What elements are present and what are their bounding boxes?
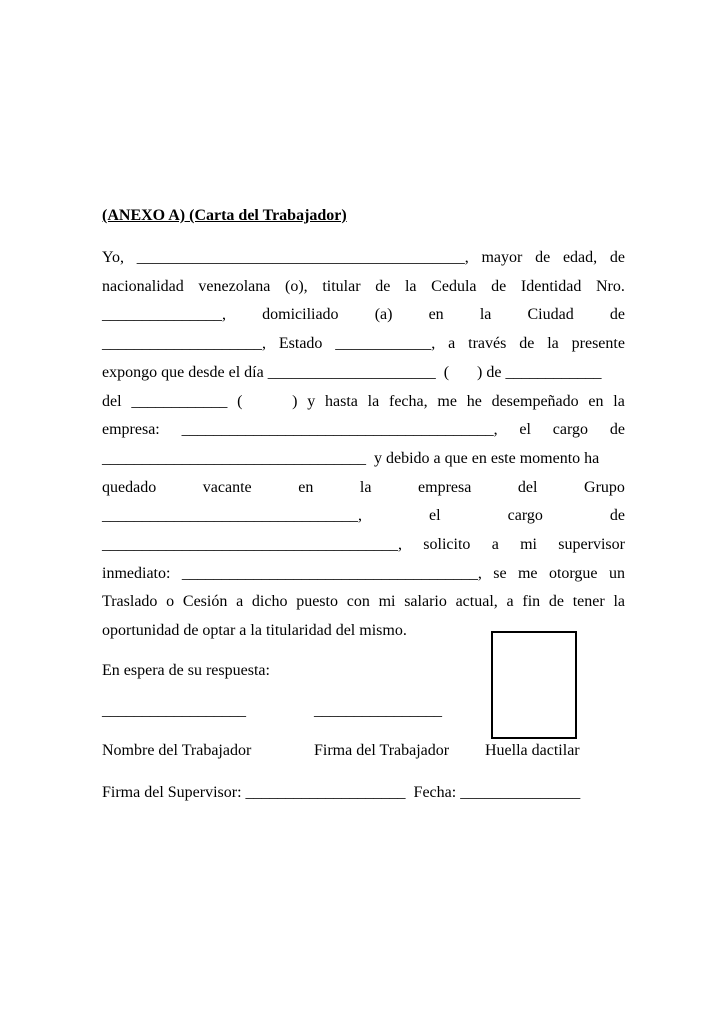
document-title: (ANEXO A) (Carta del Trabajador) [102,207,347,224]
paragraph-word: la [404,277,417,295]
paragraph-word: oportunidad de optar a la titularidad del mismo. [102,622,407,640]
paragraph-word: través [468,335,507,353]
paragraph-word: a [236,593,244,611]
paragraph-word: Nro. [596,277,625,295]
paragraph-line [102,392,625,412]
paragraph-word: (o), [285,277,308,295]
blank-field[interactable]: ________________________________, [102,507,362,525]
paragraph-word: de [519,335,535,353]
paragraph-word: Ciudad [527,306,574,324]
paragraph-word: de [548,593,564,611]
paragraph-word: edad, [562,249,598,266]
paragraph-word: Yo, [102,249,124,266]
paragraph-word: venezolana [198,277,271,295]
paragraph-word: me [517,564,538,582]
paragraph-word: de [609,421,625,439]
paragraph-line [102,506,625,526]
paragraph-line [102,305,625,325]
paragraph-word: Grupo [584,478,625,496]
paragraph-word: mayor [481,249,523,266]
paragraph-word: fecha, [388,392,428,410]
paragraph-word: otorgue [548,564,598,582]
paragraph-word: del [102,392,122,410]
paragraph-word: mi [378,593,396,611]
worker-name-blank[interactable]: __________________ [102,702,246,719]
blank-field[interactable]: _________________________________________, [136,249,469,266]
blank-field[interactable]: ____________ [131,392,228,410]
blank-field[interactable]: ____________, [335,335,436,353]
paragraph-word: Traslado [102,593,158,611]
paragraph-word: domiciliado [262,306,339,324]
fingerprint-label: Huella dactilar [485,742,580,759]
paragraph-word: la [479,306,492,324]
paragraph-word: cargo [552,421,589,439]
paragraph-word: a [506,593,514,611]
blank-field[interactable]: _______________, [102,306,226,324]
paragraph-word: de [375,277,391,295]
paragraph-word: la [613,593,625,611]
paragraph-word: desempeñado [491,392,579,410]
worker-signature-label: Firma del Trabajador [314,742,450,759]
paragraph-word: dicho [251,593,288,611]
paragraph-word: titular [322,277,361,295]
paragraph-word: y [307,392,316,410]
paragraph-word: vacante [202,478,252,496]
paragraph-line [102,334,625,354]
paragraph-word: el [519,421,531,439]
fingerprint-box[interactable] [491,631,577,739]
paragraph-word: Identidad [520,277,582,295]
paragraph-word: he [466,392,482,410]
paragraph-line [102,248,625,268]
paragraph-line [102,277,625,297]
paragraph-word: la [613,392,625,410]
blank-field[interactable]: _________________________________ y debido a que en este momento ha [102,449,600,467]
paragraph-word: la [367,392,380,410]
paragraph-line [102,564,625,584]
paragraph-word: la [547,335,559,353]
paragraph-word: ( [237,392,243,410]
paragraph-word: (a) [374,306,393,324]
paragraph-word: de [609,249,625,266]
paragraph-word: en [428,306,444,324]
paragraph-word: de [609,306,625,324]
blank-field[interactable]: ____________________, [102,335,266,353]
paragraph-word: un [608,564,625,582]
paragraph-word: cargo [507,507,543,525]
paragraph-word: supervisor [558,536,625,553]
paragraph-word: quedado [102,478,157,496]
paragraph-word: con [346,593,370,611]
paragraph-word: salario [404,593,447,611]
paragraph-word: me [437,392,457,410]
paragraph-word: hasta [325,392,358,410]
paragraph-word: inmediato: [102,564,171,582]
paragraph-line [102,449,625,469]
paragraph-word: nacionalidad [102,277,184,295]
paragraph-word: presente [571,335,625,353]
paragraph-word: mi [520,536,537,553]
paragraph-word: de [491,277,507,295]
paragraph-word: de [535,249,551,266]
closing-label: En espera de su respuesta: [102,662,270,679]
paragraph-word: Cedula [431,277,477,295]
paragraph-line [102,420,625,440]
paragraph-line [102,592,625,612]
paragraph-word: ) [252,392,298,410]
paragraph-word: en [298,478,314,496]
paragraph-line [102,363,625,383]
paragraph-word: puesto [296,593,338,611]
paragraph-line [102,478,625,498]
blank-field[interactable]: expongo que desde el día _____________________ ( ) de ____________ [102,363,602,381]
paragraph-word: Estado [278,335,323,353]
paragraph-word: empresa [418,478,472,496]
paragraph-word: del [517,478,538,496]
paragraph-word: actual, [455,593,498,611]
paragraph-word: fin [522,593,541,611]
paragraph-word: en [588,392,604,410]
paragraph-word: solicito [423,536,471,553]
paragraph-word: empresa: [102,421,160,439]
worker-signature-blank[interactable]: ________________ [314,702,442,719]
worker-name-label: Nombre del Trabajador [102,742,252,759]
blank-field[interactable]: _____________________________________, [102,536,402,553]
supervisor-signature-date-line[interactable]: Firma del Supervisor: ____________________ Fecha: _______________ [102,784,581,801]
paragraph-word: Cesión [182,593,228,611]
paragraph-word: se [493,564,507,582]
paragraph-word: a [491,536,499,553]
blank-field[interactable]: _______________________________________, [181,421,498,439]
paragraph-line [102,535,625,555]
paragraph-word: de [609,507,625,525]
paragraph-word: a [448,335,456,353]
paragraph-word: tener [572,593,605,611]
paragraph-word: el [429,507,441,525]
paragraph-word: la [359,478,372,496]
blank-field[interactable]: _____________________________________, [181,564,482,582]
paragraph-word: o [166,593,175,611]
